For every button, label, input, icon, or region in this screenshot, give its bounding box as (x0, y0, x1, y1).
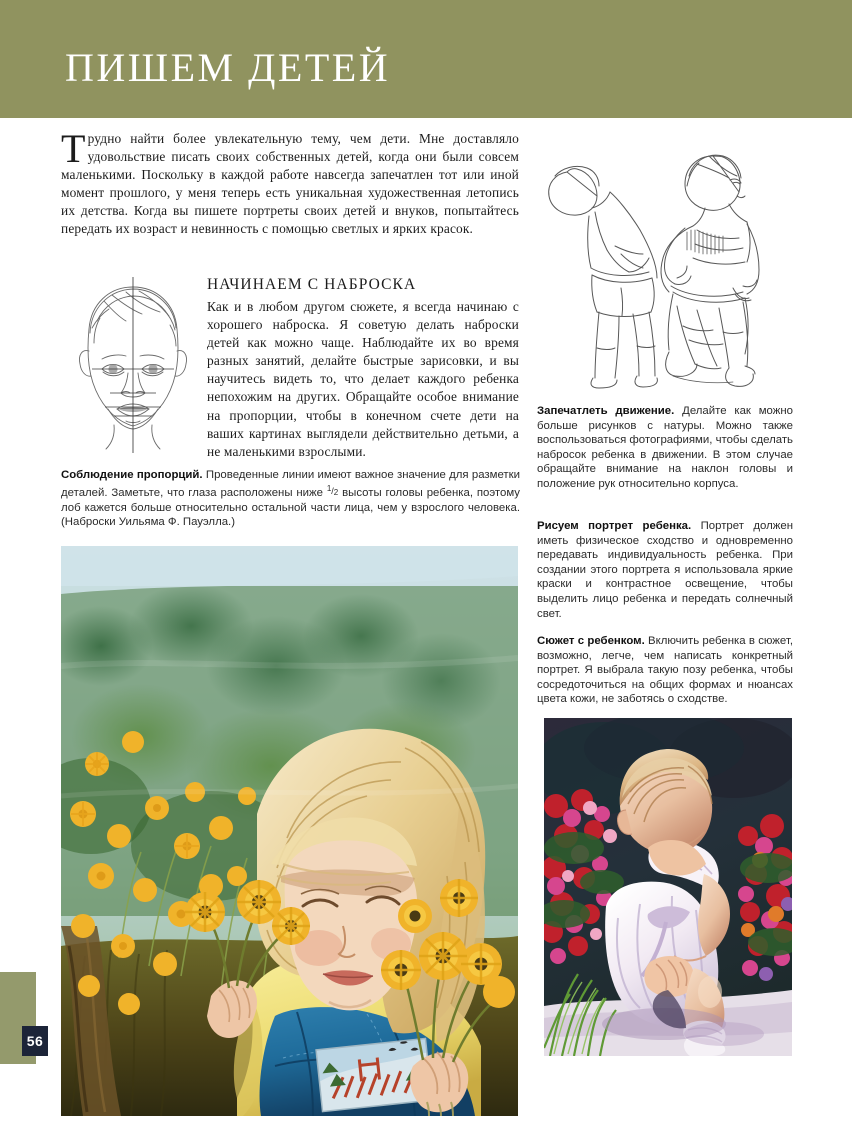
intro-text: рудно найти более увлекательную тему, чем дети. Мне доставляло удовольствие писать своих собственных детей, когда они были совсем маленькими. Поскольку в каждой работе навсегда запечатлен тот или иной момент прошлого, у меня теперь есть уникальная художественная летопись их детства. Когда вы пишете портреты своих детей и внуков, попытайтесь передать их возраст и невинность с помощью светлых и ярких красок. (61, 131, 519, 237)
caption-capture-movement (537, 404, 793, 492)
page-number-badge: 56 (22, 1026, 48, 1056)
caption-portrait-lead: Рисуем портрет ребенка. (537, 520, 692, 532)
caption-movement-text: Делайте как можно больше рисунков с натуры. Можно также воспользоваться фотографиями, чтобы сделать набросок ребенка в движении. В этом случае обращайте внимание на наклон головы и положение рук относительно корпуса. (537, 405, 793, 490)
page-title: ПИШЕМ ДЕТЕЙ (65, 45, 391, 90)
caption-proportions-text-a: Проведенные линии имеют важное значение для разметки деталей. Заметьте, что глаза расположены ниже (61, 469, 521, 499)
caption-proportions-text-b: высоты головы ребенка, поэтому лоб кажется больше относительно остальной части лица, чем у взрослого человека. (Наброски Уильяма Ф. Пауэлла.) (61, 486, 520, 529)
fraction-denominator: 2 (333, 488, 339, 498)
drop-cap: Т (61, 126, 86, 171)
caption-movement-lead: Запечатлеть движение. (537, 405, 675, 417)
caption-proportions-lead: Соблюдение пропорций. (61, 469, 203, 481)
child-face-proportion-sketch (64, 273, 202, 455)
intro-paragraph (61, 126, 519, 239)
watercolor-toddler-in-flower-garden (544, 718, 792, 1056)
caption-scene-text: Включить ребенка в сюжет, возможно, легче, чем написать конкретный портрет. Я выбрала такую позу ребенка, чтобы сосредоточиться на общих формах и нюансах цвета кожи, не заботясь о сходстве. (537, 635, 793, 706)
caption-proportions (61, 468, 520, 530)
caption-child-portrait (537, 519, 793, 621)
section-text-sketch: Как и в любом другом сюжете, я всегда начинаю с хорошего наброска. Я советую делать наброски детей как можно чаще. Наблюдайте их во время разных занятий, делайте быстрые зарисовки, и вы научитесь видеть то, что делает каждого ребенка непохожим на других. Обращайте особое внимание на пропорции, чтобы в конечном счете дети на ваших картинах выглядели действительно детьми, а не маленькими взрослыми. (207, 299, 519, 459)
watercolor-girl-with-yellow-flowers (61, 546, 518, 1116)
caption-scene-lead: Сюжет с ребенком. (537, 635, 645, 647)
caption-portrait-text: Портрет должен иметь физическое сходство и одновременно передавать индивидуальность ребенка. При создании этого портрета я использовала яркие краски и контрастное освещение, чтобы выделить лицо ребенка и передать солнечный свет. (537, 520, 793, 620)
fraction-one-half: $^1/_2$ (326, 484, 339, 498)
caption-child-scene (537, 634, 793, 707)
section-heading-sketch: НАЧИНАЕМ С НАБРОСКА (207, 276, 417, 293)
two-children-gesture-sketches (537, 120, 793, 392)
fraction-numerator: 1 (326, 484, 332, 494)
